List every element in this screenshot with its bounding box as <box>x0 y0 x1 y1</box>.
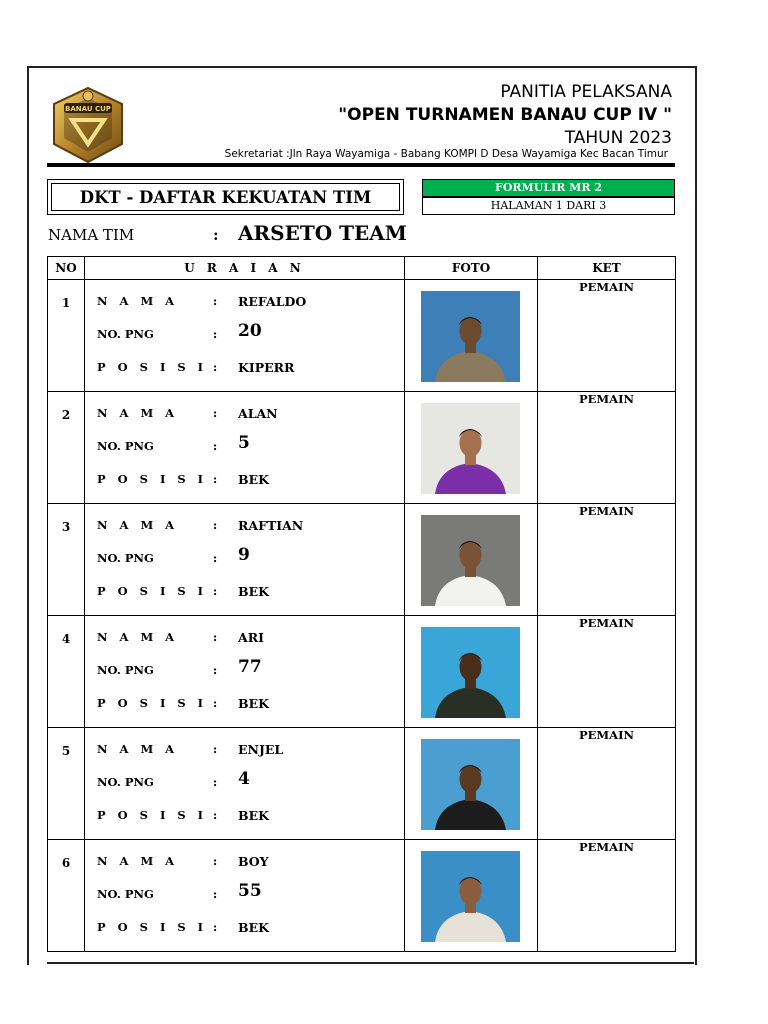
name-label: N A M A <box>97 630 179 644</box>
table-row <box>48 280 676 392</box>
jersey-number-label: NO. PNG <box>97 775 154 789</box>
name-label: N A M A <box>97 294 179 308</box>
jersey-number-label: NO. PNG <box>97 439 154 453</box>
jersey-number-colon: : <box>213 775 218 789</box>
name-label: N A M A <box>97 518 179 532</box>
header-foto: FOTO <box>405 257 538 280</box>
row-details-cell <box>85 280 405 392</box>
player-photo <box>421 515 520 606</box>
player-name: BOY <box>238 854 269 869</box>
jersey-number: 5 <box>238 433 250 453</box>
form-title-box <box>47 179 404 215</box>
position-label: P O S I S I <box>97 808 208 822</box>
name-colon: : <box>213 406 218 420</box>
secretariat-address: Sekretariat :Jln Raya Wayamiga - Babang KOMPI D Desa Wayamiga Kec Bacan Timur <box>224 148 668 160</box>
roster-table <box>47 256 676 952</box>
tournament-title: "OPEN TURNAMEN BANAU CUP IV " <box>338 105 672 125</box>
jersey-number-colon: : <box>213 663 218 677</box>
row-photo-cell <box>405 616 538 728</box>
row-ket-cell <box>538 504 676 616</box>
jersey-number-label: NO. PNG <box>97 327 154 341</box>
form-code: FORMULIR MR 2 <box>422 179 675 197</box>
jersey-number-colon: : <box>213 439 218 453</box>
row-number: 2 <box>61 408 71 422</box>
player-status: PEMAIN <box>579 840 634 854</box>
team-name: ARSETO TEAM <box>238 221 407 245</box>
position-colon: : <box>213 360 218 374</box>
name-colon: : <box>213 630 218 644</box>
jersey-number: 4 <box>238 769 250 789</box>
jersey-number: 55 <box>238 881 262 901</box>
row-no-cell <box>48 504 85 616</box>
player-name: ENJEL <box>238 742 284 757</box>
name-colon: : <box>213 854 218 868</box>
player-position: KIPERR <box>238 360 295 375</box>
position-label: P O S I S I <box>97 696 208 710</box>
team-name-label: NAMA TIM <box>48 226 135 244</box>
tournament-year: TAHUN 2023 <box>564 128 672 148</box>
player-name: REFALDO <box>238 294 307 309</box>
header-no: NO <box>48 257 85 280</box>
name-label: N A M A <box>97 742 179 756</box>
row-number: 5 <box>61 744 71 758</box>
position-colon: : <box>213 920 218 934</box>
table-row <box>48 840 676 952</box>
jersey-number-label: NO. PNG <box>97 551 154 565</box>
player-name: ARI <box>238 630 264 645</box>
row-photo-cell <box>405 392 538 504</box>
banau-cup-logo <box>50 84 126 164</box>
jersey-number: 9 <box>238 545 250 565</box>
row-no-cell <box>48 280 85 392</box>
row-photo-cell <box>405 840 538 952</box>
row-number: 1 <box>61 296 71 310</box>
name-label: N A M A <box>97 406 179 420</box>
jersey-number-label: NO. PNG <box>97 887 154 901</box>
jersey-number-colon: : <box>213 327 218 341</box>
logo-text: BANAU CUP <box>65 105 111 113</box>
row-photo-cell <box>405 504 538 616</box>
table-row <box>48 728 676 840</box>
row-no-cell <box>48 392 85 504</box>
name-label: N A M A <box>97 854 179 868</box>
player-position: BEK <box>238 920 269 935</box>
name-colon: : <box>213 518 218 532</box>
row-number: 6 <box>61 856 71 870</box>
jersey-number-colon: : <box>213 887 218 901</box>
position-label: P O S I S I <box>97 360 208 374</box>
position-colon: : <box>213 472 218 486</box>
page-indicator: HALAMAN 1 DARI 3 <box>422 197 675 215</box>
jersey-number-colon: : <box>213 551 218 565</box>
team-name-colon: : <box>213 226 219 244</box>
name-colon: : <box>213 742 218 756</box>
form-title: DKT - DAFTAR KEKUATAN TIM <box>51 183 400 211</box>
page-bottom-rule <box>47 962 694 964</box>
player-name: ALAN <box>238 406 278 421</box>
player-position: BEK <box>238 584 269 599</box>
position-colon: : <box>213 584 218 598</box>
header-ket: KET <box>538 257 676 280</box>
committee-heading: PANITIA PELAKSANA <box>500 82 672 102</box>
player-status: PEMAIN <box>579 728 634 742</box>
row-no-cell <box>48 840 85 952</box>
table-header-row <box>48 257 676 280</box>
player-status: PEMAIN <box>579 504 634 518</box>
player-status: PEMAIN <box>579 392 634 406</box>
player-photo <box>421 291 520 382</box>
jersey-number-label: NO. PNG <box>97 663 154 677</box>
player-status: PEMAIN <box>579 616 634 630</box>
player-photo <box>421 739 520 830</box>
row-details-cell <box>85 616 405 728</box>
jersey-number: 77 <box>238 657 262 677</box>
row-photo-cell <box>405 728 538 840</box>
row-ket-cell <box>538 280 676 392</box>
row-details-cell <box>85 840 405 952</box>
row-no-cell <box>48 728 85 840</box>
player-status: PEMAIN <box>579 280 634 294</box>
row-ket-cell <box>538 616 676 728</box>
position-label: P O S I S I <box>97 584 208 598</box>
jersey-number: 20 <box>238 321 262 341</box>
row-photo-cell <box>405 280 538 392</box>
header-uraian: U R A I A N <box>85 257 405 280</box>
position-colon: : <box>213 808 218 822</box>
row-no-cell <box>48 616 85 728</box>
table-row <box>48 392 676 504</box>
row-number: 3 <box>61 520 71 534</box>
player-name: RAFTIAN <box>238 518 304 533</box>
player-position: BEK <box>238 696 269 711</box>
row-details-cell <box>85 728 405 840</box>
table-row <box>48 616 676 728</box>
header-divider <box>47 163 675 167</box>
player-position: BEK <box>238 808 269 823</box>
position-label: P O S I S I <box>97 920 208 934</box>
row-number: 4 <box>61 632 71 646</box>
row-details-cell <box>85 504 405 616</box>
player-position: BEK <box>238 472 269 487</box>
row-ket-cell <box>538 728 676 840</box>
row-ket-cell <box>538 840 676 952</box>
player-photo <box>421 851 520 942</box>
position-colon: : <box>213 696 218 710</box>
player-photo <box>421 627 520 718</box>
table-row <box>48 504 676 616</box>
row-ket-cell <box>538 392 676 504</box>
position-label: P O S I S I <box>97 472 208 486</box>
player-photo <box>421 403 520 494</box>
row-details-cell <box>85 392 405 504</box>
name-colon: : <box>213 294 218 308</box>
